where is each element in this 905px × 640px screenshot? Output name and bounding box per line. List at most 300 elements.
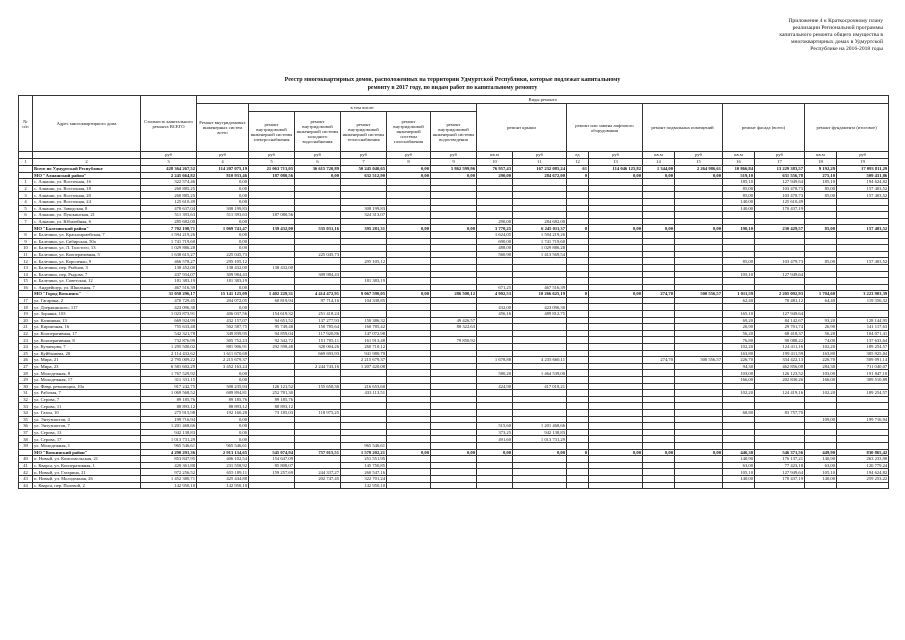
address-cell: ул. Мира, 23	[33, 363, 141, 370]
value-cell: 127 949,64	[755, 311, 805, 318]
value-cell	[341, 403, 387, 410]
value-cell	[513, 258, 567, 265]
value-cell: 0,00	[197, 231, 249, 238]
value-cell: 917 242,75	[141, 383, 197, 390]
value-cell: 0	[567, 291, 589, 298]
value-cell: 1 413 569,54	[513, 251, 567, 258]
value-cell	[477, 442, 513, 449]
row-number-cell: 2	[19, 185, 33, 192]
value-cell	[805, 403, 837, 410]
value-cell	[675, 251, 723, 258]
value-cell	[675, 212, 723, 219]
value-cell: 432 157,07	[197, 317, 249, 324]
value-cell	[431, 238, 477, 245]
value-cell: 406 037,56	[197, 311, 249, 318]
value-cell	[643, 383, 675, 390]
value-cell	[341, 271, 387, 278]
value-cell	[723, 423, 755, 430]
value-cell	[513, 469, 567, 476]
value-cell	[805, 436, 837, 443]
value-cell	[837, 304, 889, 311]
value-cell	[249, 238, 295, 245]
value-cell	[675, 198, 723, 205]
row-number-cell: 8	[19, 231, 33, 238]
value-cell: 328 004,26	[295, 344, 341, 351]
value-cell: 0,00	[197, 198, 249, 205]
value-cell	[477, 205, 513, 212]
value-cell: 560,90	[477, 251, 513, 258]
value-cell	[643, 317, 675, 324]
table-row	[19, 297, 889, 304]
value-cell: 631 556,78	[755, 172, 805, 179]
value-cell	[643, 363, 675, 370]
row-number-cell: 7	[19, 218, 33, 225]
value-cell	[589, 258, 643, 265]
header-drain: ремонт внутридомовой инженерной системы водоотведения	[431, 112, 477, 152]
row-number-cell: 34	[19, 409, 33, 416]
value-cell	[589, 403, 643, 410]
value-cell: 0,00	[295, 172, 341, 179]
column-number-cell: 6	[295, 159, 341, 166]
value-cell	[513, 198, 567, 205]
value-cell: 830 865,42	[837, 449, 889, 456]
value-cell: 89 185,76	[249, 396, 295, 403]
value-cell	[431, 192, 477, 199]
value-cell: 511 393,63	[197, 212, 249, 219]
value-cell	[643, 390, 675, 397]
value-cell: 76 957,43	[477, 166, 513, 173]
value-cell	[477, 469, 513, 476]
value-cell	[249, 185, 295, 192]
value-cell: 3 770,25	[477, 225, 513, 232]
value-cell	[589, 377, 643, 384]
row-number-cell: 26	[19, 357, 33, 364]
value-cell	[567, 231, 589, 238]
column-number-cell: 14	[643, 159, 675, 166]
value-cell: 286 500,12	[431, 291, 477, 298]
value-cell: 290,00	[477, 172, 513, 179]
value-cell	[513, 297, 567, 304]
value-cell	[755, 423, 805, 430]
table-row	[19, 258, 889, 265]
value-cell: 192 160,28	[197, 409, 249, 416]
value-cell: 189 254,57	[837, 390, 889, 397]
header-heat: ремонт внутридомовой инженерной системы теплоснабжения	[341, 112, 387, 152]
row-number-cell: 30	[19, 383, 33, 390]
value-cell	[805, 231, 837, 238]
value-cell	[341, 304, 387, 311]
column-number-cell: 7	[341, 159, 387, 166]
value-cell	[755, 231, 805, 238]
value-cell	[387, 304, 431, 311]
value-cell	[589, 370, 643, 377]
value-cell	[567, 357, 589, 364]
value-cell	[837, 278, 889, 285]
value-cell	[589, 344, 643, 351]
value-cell	[513, 212, 567, 219]
value-cell: 545 074,94	[249, 449, 295, 456]
column-number-cell: 2	[33, 159, 141, 166]
table-row	[19, 185, 889, 192]
value-cell	[675, 264, 723, 271]
value-cell: 77 423,18	[755, 462, 805, 469]
value-cell	[513, 416, 567, 423]
value-cell: 199 716,94	[837, 416, 889, 423]
address-cell: ул. Газон, 10	[33, 409, 141, 416]
table-row	[19, 205, 889, 212]
value-cell	[755, 482, 805, 489]
value-cell	[723, 212, 755, 219]
value-cell: 124 411,16	[755, 344, 805, 351]
value-cell: 467 516,39	[141, 284, 197, 291]
appendix-note	[693, 18, 883, 53]
value-cell: 274,70	[643, 357, 675, 364]
row-number-cell: 4	[19, 198, 33, 205]
table-row	[19, 370, 889, 377]
units-cell: кв.м	[805, 152, 837, 159]
table-row	[19, 251, 889, 258]
value-cell	[643, 284, 675, 291]
units-cell	[33, 152, 141, 159]
value-cell	[589, 271, 643, 278]
value-cell	[723, 403, 755, 410]
value-cell	[675, 370, 723, 377]
row-number-cell: 44	[19, 482, 33, 489]
address-cell: ул. Кузнецова, 7	[33, 344, 141, 351]
value-cell	[341, 436, 387, 443]
value-cell: 124 419,16	[755, 390, 805, 397]
value-cell: 189 254,57	[837, 344, 889, 351]
value-cell: 125 610,49	[141, 198, 197, 205]
value-cell: 88 893,12	[197, 403, 249, 410]
value-cell	[589, 205, 643, 212]
value-cell	[643, 370, 675, 377]
header-in-that-number: в том числе:	[249, 104, 477, 112]
value-cell	[589, 304, 643, 311]
value-cell	[567, 436, 589, 443]
value-cell	[431, 212, 477, 219]
value-cell	[567, 192, 589, 199]
table-row	[19, 403, 889, 410]
appendix-line: многоквартирных домах в Удмуртской	[790, 39, 883, 45]
value-cell	[387, 185, 431, 192]
value-cell: 74,00	[805, 337, 837, 344]
value-cell: 2 215 679,37	[341, 357, 387, 364]
value-cell	[295, 231, 341, 238]
value-cell: 85 808,07	[249, 462, 295, 469]
value-cell	[431, 396, 477, 403]
value-cell: 1 741 719,60	[513, 238, 567, 245]
address-cell: п. Новый, ул. Гагарина, 21	[33, 469, 141, 476]
value-cell: 1 201 468,66	[141, 423, 197, 430]
value-cell: 50 245 040,65	[341, 166, 387, 173]
value-cell	[341, 284, 387, 291]
value-cell	[589, 251, 643, 258]
value-cell	[431, 311, 477, 318]
value-cell	[295, 245, 341, 252]
value-cell: 690,00	[477, 238, 513, 245]
value-cell	[723, 264, 755, 271]
table-header	[19, 96, 889, 152]
table-row	[19, 423, 889, 430]
value-cell	[295, 185, 341, 192]
value-cell	[295, 218, 341, 225]
row-number-cell: 35	[19, 416, 33, 423]
value-cell	[387, 231, 431, 238]
value-cell	[387, 218, 431, 225]
value-cell	[675, 429, 723, 436]
value-cell: 104 071,41	[837, 330, 889, 337]
value-cell	[675, 442, 723, 449]
value-cell: 500 235,94	[197, 383, 249, 390]
value-cell	[589, 231, 643, 238]
value-cell: 0,00	[197, 179, 249, 186]
value-cell: 79 850,92	[431, 337, 477, 344]
row-number-cell	[19, 166, 33, 173]
value-cell	[567, 429, 589, 436]
value-cell	[477, 271, 513, 278]
value-cell: 118 975,25	[295, 409, 341, 416]
value-cell	[643, 469, 675, 476]
municipality-row	[19, 172, 889, 179]
value-cell	[675, 403, 723, 410]
value-cell: 284 672,00	[513, 172, 567, 179]
value-cell: 166,00	[805, 377, 837, 384]
value-cell	[295, 462, 341, 469]
value-cell: 244 337,27	[295, 469, 341, 476]
value-cell	[249, 442, 295, 449]
value-cell: 417 018,21	[513, 383, 567, 390]
units-cell: руб	[141, 152, 197, 159]
value-cell: 117 920,86	[295, 330, 341, 337]
value-cell	[341, 245, 387, 252]
value-cell	[477, 462, 513, 469]
value-cell	[513, 344, 567, 351]
value-cell	[431, 205, 477, 212]
value-cell	[837, 245, 889, 252]
value-cell	[643, 482, 675, 489]
value-cell	[249, 482, 295, 489]
row-number-cell: 40	[19, 456, 33, 463]
value-cell: 4 414 472,91	[295, 291, 341, 298]
value-cell: 423 096,30	[513, 304, 567, 311]
value-cell	[295, 403, 341, 410]
value-cell: 0,00	[197, 304, 249, 311]
value-cell	[755, 396, 805, 403]
value-cell: 941 980,79	[341, 350, 387, 357]
value-cell	[675, 311, 723, 318]
units-cell: кв.м	[643, 152, 675, 159]
value-cell: 69,20	[723, 317, 755, 324]
value-cell	[567, 482, 589, 489]
value-cell: 165,10	[723, 311, 755, 318]
value-cell: 0,00	[197, 416, 249, 423]
value-cell	[513, 475, 567, 482]
table-row	[19, 264, 889, 271]
value-cell	[723, 304, 755, 311]
value-cell: 1 402 229,31	[249, 291, 295, 298]
value-cell: 103 478,73	[755, 192, 805, 199]
value-cell: 138 452,00	[141, 264, 197, 271]
value-cell	[249, 429, 295, 436]
value-cell: 0,00	[513, 449, 567, 456]
value-cell: 965 546,61	[141, 442, 197, 449]
value-cell	[431, 218, 477, 225]
title-line: Реестр многоквартирных домов, расположенных на территории Удмуртской Республики, которые подлежат капитальному	[284, 77, 621, 83]
address-cell: ул. Рабочая, 7	[33, 390, 141, 397]
value-cell: 437 934,07	[141, 271, 197, 278]
row-number-cell: 36	[19, 423, 33, 430]
value-cell: 311 331,15	[141, 377, 197, 384]
value-cell: 15 141 125,09	[197, 291, 249, 298]
value-cell	[675, 350, 723, 357]
value-cell	[513, 377, 567, 384]
value-cell	[755, 284, 805, 291]
value-cell: 0,00	[431, 172, 477, 179]
value-cell	[723, 231, 755, 238]
value-cell	[431, 436, 477, 443]
value-cell	[723, 245, 755, 252]
value-cell: 429 361,88	[141, 462, 197, 469]
row-number-cell: 1	[19, 179, 33, 186]
value-cell: 0,00	[643, 172, 675, 179]
value-cell: 433 113,51	[341, 390, 387, 397]
value-cell	[643, 462, 675, 469]
value-cell	[567, 462, 589, 469]
value-cell: 95 749,48	[249, 324, 295, 331]
address-cell: ул. Энтузиастов, 4	[33, 416, 141, 423]
value-cell	[341, 423, 387, 430]
value-cell	[341, 238, 387, 245]
value-cell	[567, 205, 589, 212]
value-cell	[477, 363, 513, 370]
value-cell: 263 233,98	[837, 456, 889, 463]
row-number-cell: 19	[19, 311, 33, 318]
value-cell	[295, 390, 341, 397]
value-cell: 1 029 886,28	[141, 245, 197, 252]
value-cell: 103,00	[805, 370, 837, 377]
value-cell: 260 885,25	[141, 192, 197, 199]
value-cell: 305 752,23	[197, 337, 249, 344]
value-cell	[589, 212, 643, 219]
value-cell	[643, 337, 675, 344]
value-cell	[477, 185, 513, 192]
header-gas: ремонт внутридомовой инженерной системы газоснабжения	[387, 112, 431, 152]
value-cell: 226,70	[723, 357, 755, 364]
value-cell: 202 830,26	[755, 377, 805, 384]
value-cell	[567, 179, 589, 186]
value-cell	[589, 409, 643, 416]
value-cell	[249, 284, 295, 291]
value-cell: 260 710,12	[341, 344, 387, 351]
value-cell	[431, 251, 477, 258]
value-cell: 2 244 743,16	[295, 363, 341, 370]
municipality-row	[19, 449, 889, 456]
value-cell	[387, 377, 431, 384]
units-cell: руб	[387, 152, 431, 159]
value-cell: 85,00	[805, 185, 837, 192]
value-cell	[723, 416, 755, 423]
value-cell: 757 015,51	[295, 449, 341, 456]
value-cell: 942 138,83	[513, 429, 567, 436]
value-cell	[589, 482, 643, 489]
value-cell	[341, 251, 387, 258]
value-cell: 489 812,75	[513, 311, 567, 318]
value-cell: 535 031,16	[295, 225, 341, 232]
value-cell	[341, 218, 387, 225]
value-cell: 2 795 009,22	[141, 357, 197, 364]
value-cell: 102,20	[723, 344, 755, 351]
value-cell	[513, 185, 567, 192]
value-cell	[837, 442, 889, 449]
value-cell	[755, 429, 805, 436]
value-cell	[431, 357, 477, 364]
value-cell	[249, 231, 295, 238]
value-cell: 26,90	[805, 324, 837, 331]
value-cell	[295, 423, 341, 430]
table-row	[19, 390, 889, 397]
value-cell	[387, 297, 431, 304]
value-cell: 1 611 670,68	[197, 350, 249, 357]
address-cell: п. Балезино, ул. Сибирская, 50а	[33, 238, 141, 245]
value-cell	[643, 185, 675, 192]
address-cell: с. Алнаши, ул. Восточная, 24	[33, 198, 141, 205]
units-row	[19, 152, 889, 159]
value-cell: 4 235 660,11	[513, 357, 567, 364]
value-cell: 0,00	[197, 218, 249, 225]
value-cell	[643, 271, 675, 278]
table-row	[19, 383, 889, 390]
value-cell	[387, 357, 431, 364]
units-cell: руб	[837, 152, 889, 159]
value-cell	[589, 284, 643, 291]
value-cell	[567, 284, 589, 291]
value-cell	[567, 258, 589, 265]
value-cell: 0,00	[643, 225, 675, 232]
header-basement: ремонт подвальных помещений	[643, 104, 723, 152]
value-cell: 142 950,10	[197, 482, 249, 489]
value-cell: 154 647,09	[249, 456, 295, 463]
value-cell: 94 859,04	[249, 330, 295, 337]
value-cell	[643, 442, 675, 449]
value-cell	[513, 264, 567, 271]
value-cell: 1 013 731,29	[141, 436, 197, 443]
value-cell	[513, 403, 567, 410]
value-cell	[249, 245, 295, 252]
value-cell	[675, 330, 723, 337]
value-cell	[249, 416, 295, 423]
value-cell	[513, 363, 567, 370]
value-cell	[387, 396, 431, 403]
value-cell	[643, 258, 675, 265]
value-cell	[567, 218, 589, 225]
value-cell	[589, 198, 643, 205]
value-cell: 105,10	[805, 469, 837, 476]
value-cell	[837, 482, 889, 489]
value-cell	[805, 396, 837, 403]
value-cell	[295, 429, 341, 436]
value-cell	[643, 409, 675, 416]
value-cell: 163,80	[805, 350, 837, 357]
address-cell: п. Балезино, ул. Кооперативная, 5	[33, 251, 141, 258]
value-cell: 259 253,22	[837, 475, 889, 482]
value-cell: 157 403,52	[837, 185, 889, 192]
value-cell: 1 624,05	[477, 231, 513, 238]
value-cell	[431, 258, 477, 265]
value-cell	[341, 198, 387, 205]
value-cell: 0,00	[197, 192, 249, 199]
value-cell	[805, 423, 837, 430]
